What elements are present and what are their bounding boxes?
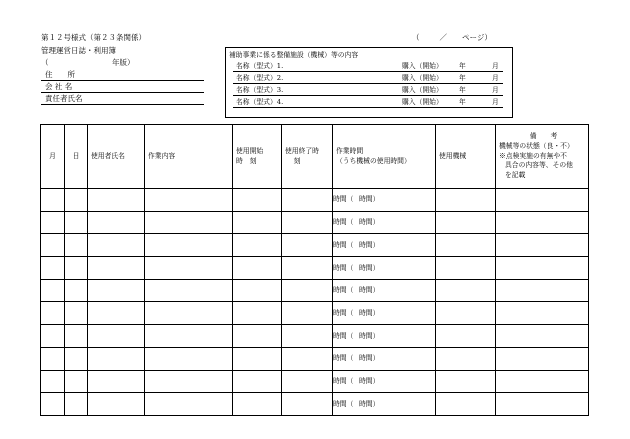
equipment-box bbox=[225, 47, 513, 118]
machine-hours-label: 時間） bbox=[359, 331, 380, 340]
equipment-row[interactable] bbox=[233, 98, 503, 108]
end-time-cell[interactable] bbox=[282, 302, 333, 325]
remarks-cell[interactable] bbox=[496, 370, 589, 393]
purchase-label: 購入（開始） bbox=[402, 62, 443, 70]
table-row bbox=[41, 302, 589, 325]
machine-hours-label: 時間） bbox=[359, 376, 380, 385]
start-time-cell[interactable] bbox=[233, 279, 282, 302]
table-row bbox=[41, 393, 589, 416]
col-remarks bbox=[496, 125, 589, 189]
remarks-cell[interactable] bbox=[496, 189, 589, 212]
user-name-cell[interactable] bbox=[88, 257, 145, 280]
work-cell[interactable] bbox=[145, 370, 233, 393]
end-time-cell[interactable] bbox=[282, 393, 333, 416]
day-cell[interactable] bbox=[65, 347, 88, 370]
machine-cell[interactable] bbox=[436, 189, 496, 212]
work-cell[interactable] bbox=[145, 325, 233, 348]
equipment-name: 名称（型式）2. bbox=[236, 74, 284, 82]
purchase-label: 購入（開始） bbox=[402, 74, 443, 82]
start-time-cell[interactable] bbox=[233, 211, 282, 234]
user-name-cell[interactable] bbox=[88, 211, 145, 234]
page-open: （ bbox=[412, 33, 420, 42]
machine-hours-label: 時間） bbox=[359, 240, 380, 249]
end-time-cell[interactable] bbox=[282, 279, 333, 302]
equipment-row[interactable] bbox=[233, 86, 503, 96]
equipment-name: 名称（型式）3. bbox=[236, 86, 284, 94]
address-row[interactable] bbox=[41, 70, 204, 81]
equipment-title: 補助事業に係る整備施設（機械）等の内容 bbox=[229, 51, 359, 59]
remarks-line1: 機械等の状態（良・不） bbox=[499, 141, 574, 150]
day-cell[interactable] bbox=[65, 279, 88, 302]
work-hours-cell[interactable] bbox=[333, 234, 436, 257]
hours-label: 時間（ bbox=[333, 240, 354, 249]
end-time-cell[interactable] bbox=[282, 211, 333, 234]
start-time-cell[interactable] bbox=[233, 325, 282, 348]
day-cell[interactable] bbox=[65, 189, 88, 212]
work-cell[interactable] bbox=[145, 302, 233, 325]
hours-label: 時間（ bbox=[333, 195, 354, 204]
purchase-label: 購入（開始） bbox=[402, 86, 443, 94]
col-day: 日 bbox=[65, 125, 88, 189]
day-cell[interactable] bbox=[65, 257, 88, 280]
year-label: 年 bbox=[459, 98, 466, 106]
log-body bbox=[41, 189, 589, 416]
work-hours-cell[interactable] bbox=[333, 347, 436, 370]
remarks-cell[interactable] bbox=[496, 257, 589, 280]
table-row bbox=[41, 189, 589, 212]
remarks-title: 備考 bbox=[529, 131, 572, 140]
user-name-cell[interactable] bbox=[88, 279, 145, 302]
start-time-cell[interactable] bbox=[233, 257, 282, 280]
day-cell[interactable] bbox=[65, 393, 88, 416]
work-hours-cell[interactable] bbox=[333, 211, 436, 234]
hours-label: 時間（ bbox=[333, 286, 354, 295]
page-slash: ／ bbox=[439, 33, 447, 42]
work-hours-cell[interactable] bbox=[333, 325, 436, 348]
company-label: 会 社 名 bbox=[45, 82, 73, 91]
hours-label: 時間（ bbox=[333, 263, 354, 272]
version-open: （ bbox=[41, 58, 49, 67]
machine-hours-label: 時間） bbox=[359, 308, 380, 317]
end-time-cell[interactable] bbox=[282, 370, 333, 393]
work-cell[interactable] bbox=[145, 211, 233, 234]
day-cell[interactable] bbox=[65, 370, 88, 393]
year-label: 年 bbox=[459, 86, 466, 94]
remarks-cell[interactable] bbox=[496, 279, 589, 302]
day-cell[interactable] bbox=[65, 211, 88, 234]
start-time-line2: 時 刻 bbox=[236, 156, 257, 165]
remarks-cell[interactable] bbox=[496, 302, 589, 325]
work-hours-cell[interactable] bbox=[333, 279, 436, 302]
remarks-cell[interactable] bbox=[496, 325, 589, 348]
machine-cell[interactable] bbox=[436, 302, 496, 325]
day-cell[interactable] bbox=[65, 302, 88, 325]
hours-label: 時間（ bbox=[333, 331, 354, 340]
end-time-line2: 刻 bbox=[293, 156, 301, 165]
work-cell[interactable] bbox=[145, 189, 233, 212]
machine-hours-label: 時間） bbox=[359, 354, 380, 363]
month-label: 月 bbox=[492, 98, 499, 106]
month-cell[interactable] bbox=[41, 189, 65, 212]
end-time-cell[interactable] bbox=[282, 325, 333, 348]
machine-cell[interactable] bbox=[436, 211, 496, 234]
work-cell[interactable] bbox=[145, 393, 233, 416]
work-cell[interactable] bbox=[145, 347, 233, 370]
col-user-name: 使用者氏名 bbox=[88, 125, 145, 189]
machine-cell[interactable] bbox=[436, 257, 496, 280]
user-name-cell[interactable] bbox=[88, 370, 145, 393]
user-name-cell[interactable] bbox=[88, 347, 145, 370]
work-hours-cell[interactable] bbox=[333, 302, 436, 325]
work-cell[interactable] bbox=[145, 279, 233, 302]
table-row bbox=[41, 234, 589, 257]
machine-hours-label: 時間） bbox=[359, 218, 380, 227]
start-time-cell[interactable] bbox=[233, 370, 282, 393]
table-row bbox=[41, 279, 589, 302]
year-label: 年 bbox=[459, 62, 466, 70]
col-work-hours bbox=[333, 125, 436, 189]
month-cell[interactable] bbox=[41, 393, 65, 416]
start-time-cell[interactable] bbox=[233, 189, 282, 212]
col-month: 月 bbox=[41, 125, 65, 189]
start-time-cell[interactable] bbox=[233, 234, 282, 257]
machine-cell[interactable] bbox=[436, 370, 496, 393]
user-name-cell[interactable] bbox=[88, 189, 145, 212]
table-row bbox=[41, 370, 589, 393]
start-time-cell[interactable] bbox=[233, 393, 282, 416]
remarks-cell[interactable] bbox=[496, 211, 589, 234]
work-cell[interactable] bbox=[145, 234, 233, 257]
remarks-line4: を記載 bbox=[505, 171, 526, 180]
form-number: 第１２号様式（第２３条関係） bbox=[41, 33, 146, 42]
work-cell[interactable] bbox=[145, 257, 233, 280]
machine-cell[interactable] bbox=[436, 325, 496, 348]
hours-label: 時間（ bbox=[333, 218, 354, 227]
remarks-line2: ※点検実施の有無や不 bbox=[499, 151, 567, 160]
machine-hours-label: 時間） bbox=[359, 399, 380, 408]
table-row bbox=[41, 347, 589, 370]
remarks-line3: 具合の内容等、その他 bbox=[505, 161, 573, 170]
table-row bbox=[41, 257, 589, 280]
year-label: 年 bbox=[459, 74, 466, 82]
work-hours-line2: （うち機械の使用時間） bbox=[336, 156, 411, 165]
end-time-line1: 使用終了時 bbox=[285, 146, 319, 155]
machine-hours-label: 時間） bbox=[359, 263, 380, 272]
table-header-row bbox=[41, 125, 589, 189]
user-name-cell[interactable] bbox=[88, 393, 145, 416]
equipment-row[interactable] bbox=[233, 74, 503, 84]
month-cell[interactable] bbox=[41, 211, 65, 234]
page-label: ページ） bbox=[462, 33, 492, 42]
work-hours-cell[interactable] bbox=[333, 370, 436, 393]
table-row bbox=[41, 211, 589, 234]
month-label: 月 bbox=[492, 86, 499, 94]
end-time-cell[interactable] bbox=[282, 347, 333, 370]
equipment-name: 名称（型式）1. bbox=[236, 62, 284, 70]
work-hours-cell[interactable] bbox=[333, 257, 436, 280]
month-label: 月 bbox=[492, 62, 499, 70]
address-label: 住 所 bbox=[45, 70, 75, 79]
month-cell[interactable] bbox=[41, 370, 65, 393]
end-time-cell[interactable] bbox=[282, 257, 333, 280]
end-time-cell[interactable] bbox=[282, 189, 333, 212]
day-cell[interactable] bbox=[65, 325, 88, 348]
machine-cell[interactable] bbox=[436, 279, 496, 302]
month-cell[interactable] bbox=[41, 302, 65, 325]
remarks-cell[interactable] bbox=[496, 234, 589, 257]
machine-cell[interactable] bbox=[436, 393, 496, 416]
user-name-cell[interactable] bbox=[88, 325, 145, 348]
version-year bbox=[41, 59, 135, 67]
remarks-cell[interactable] bbox=[496, 393, 589, 416]
manager-row[interactable] bbox=[41, 94, 204, 105]
hours-label: 時間（ bbox=[333, 399, 354, 408]
remarks-cell[interactable] bbox=[496, 347, 589, 370]
user-name-cell[interactable] bbox=[88, 234, 145, 257]
month-label: 月 bbox=[492, 74, 499, 82]
month-cell[interactable] bbox=[41, 234, 65, 257]
start-time-line1: 使用開始 bbox=[236, 146, 264, 155]
hours-label: 時間（ bbox=[333, 354, 354, 363]
start-time-cell[interactable] bbox=[233, 302, 282, 325]
month-cell[interactable] bbox=[41, 347, 65, 370]
user-name-cell[interactable] bbox=[88, 302, 145, 325]
day-cell[interactable] bbox=[65, 234, 88, 257]
table-row bbox=[41, 325, 589, 348]
machine-hours-label: 時間） bbox=[359, 195, 380, 204]
purchase-label: 購入（開始） bbox=[402, 98, 443, 106]
work-hours-cell[interactable] bbox=[333, 393, 436, 416]
usage-log-table bbox=[40, 124, 589, 416]
work-hours-cell[interactable] bbox=[333, 189, 436, 212]
col-work: 作業内容 bbox=[145, 125, 233, 189]
work-hours-line1: 作業時間 bbox=[336, 146, 364, 155]
col-end-time bbox=[282, 125, 333, 189]
machine-hours-label: 時間） bbox=[359, 286, 380, 295]
end-time-cell[interactable] bbox=[282, 234, 333, 257]
machine-cell[interactable] bbox=[436, 234, 496, 257]
equipment-name: 名称（型式）4. bbox=[236, 98, 284, 106]
machine-cell[interactable] bbox=[436, 347, 496, 370]
month-cell[interactable] bbox=[41, 325, 65, 348]
version-close: 年版） bbox=[112, 58, 135, 67]
page-indicator bbox=[412, 34, 492, 42]
col-start-time bbox=[233, 125, 282, 189]
manager-label: 責任者氏名 bbox=[45, 94, 83, 103]
equipment-row[interactable] bbox=[233, 62, 503, 72]
month-cell[interactable] bbox=[41, 257, 65, 280]
hours-label: 時間（ bbox=[333, 308, 354, 317]
month-cell[interactable] bbox=[41, 279, 65, 302]
company-row[interactable] bbox=[41, 82, 204, 93]
hours-label: 時間（ bbox=[333, 376, 354, 385]
start-time-cell[interactable] bbox=[233, 347, 282, 370]
log-title: 管理運営日誌・利用簿 bbox=[41, 46, 116, 55]
col-machine: 使用機械 bbox=[436, 125, 496, 189]
